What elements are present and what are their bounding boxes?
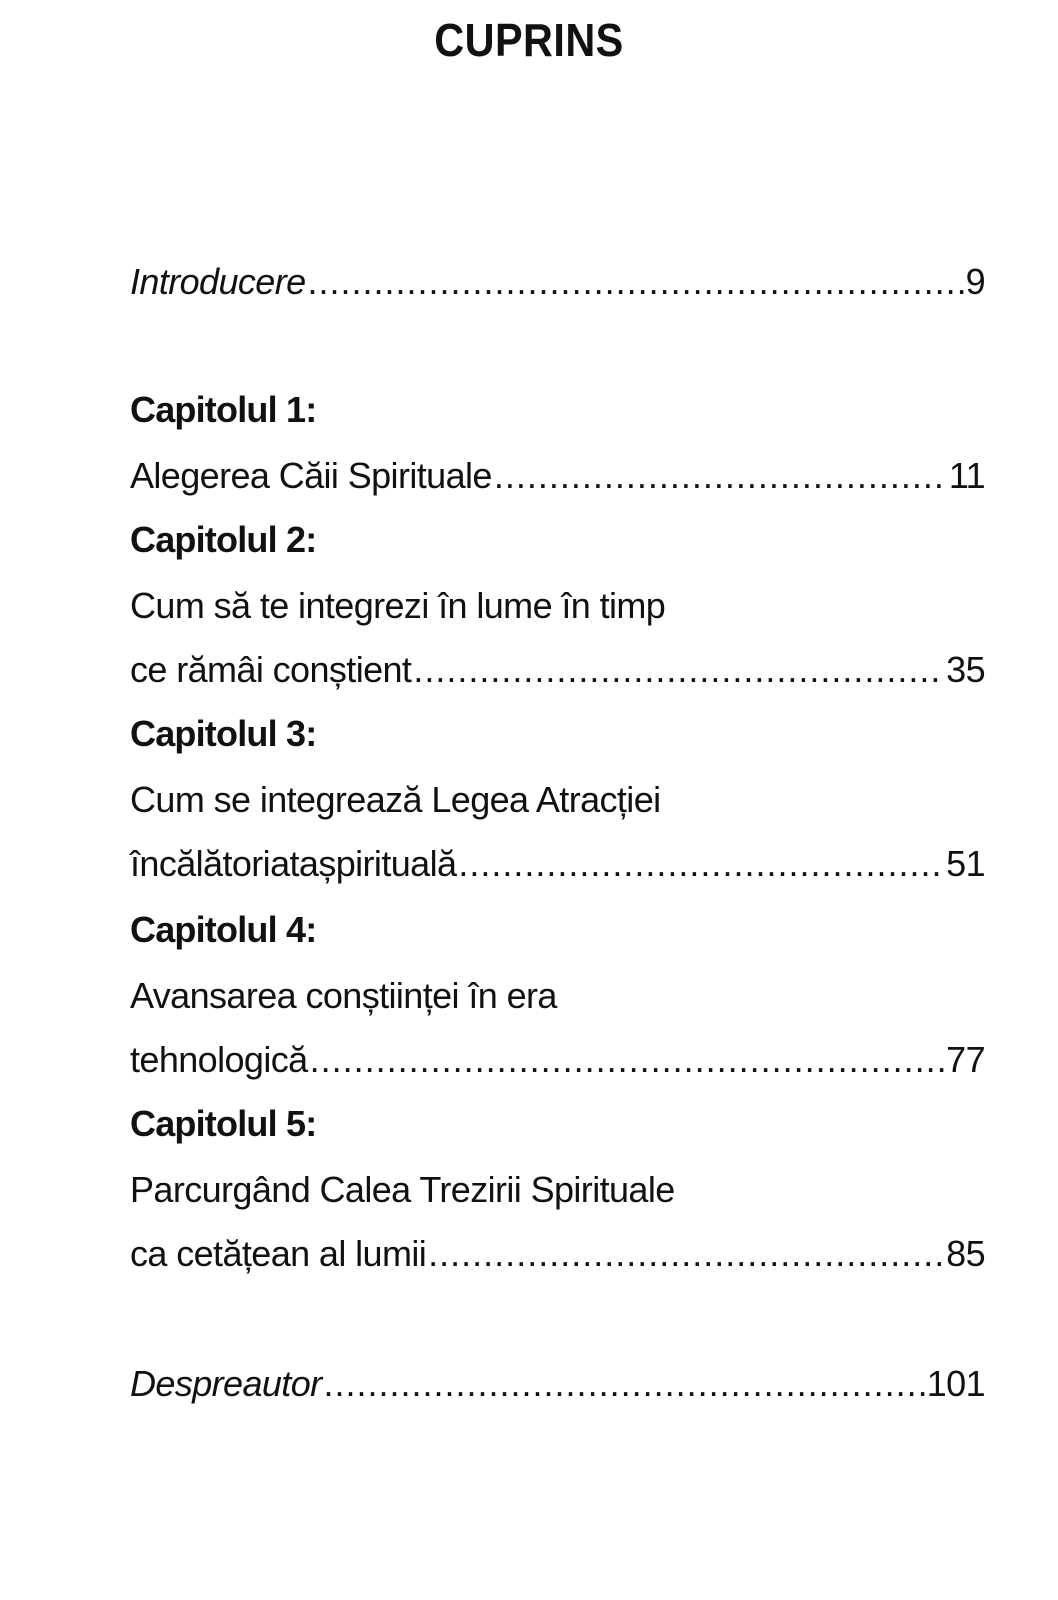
leader-dots [494, 450, 947, 502]
toc-page-number: 9 [965, 261, 985, 302]
toc-entry-label: Introducere [130, 261, 306, 302]
toc-entry-label: Despreautor [130, 1363, 322, 1404]
toc-entry-label: încălătoriatașpirituală [130, 843, 457, 884]
toc-entry-chapter-5-line-1[interactable] [130, 1164, 985, 1216]
toc-page-number: 77 [946, 1039, 985, 1080]
toc-page-number: 35 [946, 649, 985, 690]
toc-entry-label: ca cetățean al lumii [130, 1233, 427, 1274]
toc-entry-chapter-5-line-2[interactable] [130, 1228, 985, 1280]
toc-entry-chapter-4-line-1[interactable] [130, 970, 985, 1022]
chapter-heading-3: Capitolul 3: [130, 713, 317, 754]
toc-entry-chapter-4-line-2[interactable] [130, 1034, 985, 1086]
toc-entry-chapter-3-line-1[interactable] [130, 774, 985, 826]
toc-page-number: 101 [926, 1363, 985, 1404]
toc-page-number: 11 [948, 455, 985, 496]
toc-entry-label: Avansarea conștiinței în era [130, 975, 557, 1016]
toc-entry-label: Parcurgând Calea Trezirii Spirituale [130, 1169, 675, 1210]
toc-entry-label: Cum se integrează Legea Atracției [130, 779, 661, 820]
toc-entry-introducere[interactable] [130, 256, 985, 308]
leader-dots [458, 838, 944, 890]
leader-dots [308, 256, 964, 308]
page-title: CUPRINS [434, 14, 624, 66]
toc-entry-chapter-2-line-2[interactable] [130, 644, 985, 696]
toc-page-number: 85 [946, 1233, 985, 1274]
leader-dots [324, 1358, 925, 1410]
toc-entry-chapter-2-line-1[interactable] [130, 580, 985, 632]
toc-entry-label: tehnologică [130, 1039, 308, 1080]
toc-entry-chapter-3-line-2[interactable] [130, 838, 985, 890]
chapter-heading-2: Capitolul 2: [130, 519, 317, 560]
toc-entry-label: ce rămâi conștient [130, 649, 412, 690]
toc-page-number: 51 [946, 843, 985, 884]
toc-entry-despre-autor[interactable] [130, 1358, 985, 1410]
leader-dots [428, 1228, 944, 1280]
chapter-heading-5: Capitolul 5: [130, 1103, 317, 1144]
toc-entry-label: Alegerea Căii Spirituale [130, 455, 492, 496]
leader-dots [413, 644, 944, 696]
chapter-heading-4: Capitolul 4: [130, 909, 317, 950]
toc-entry-label: Cum să te integrezi în lume în timp [130, 585, 666, 626]
toc-entry-chapter-1[interactable] [130, 450, 985, 502]
chapter-heading-1: Capitolul 1: [130, 389, 317, 430]
leader-dots [310, 1034, 945, 1086]
